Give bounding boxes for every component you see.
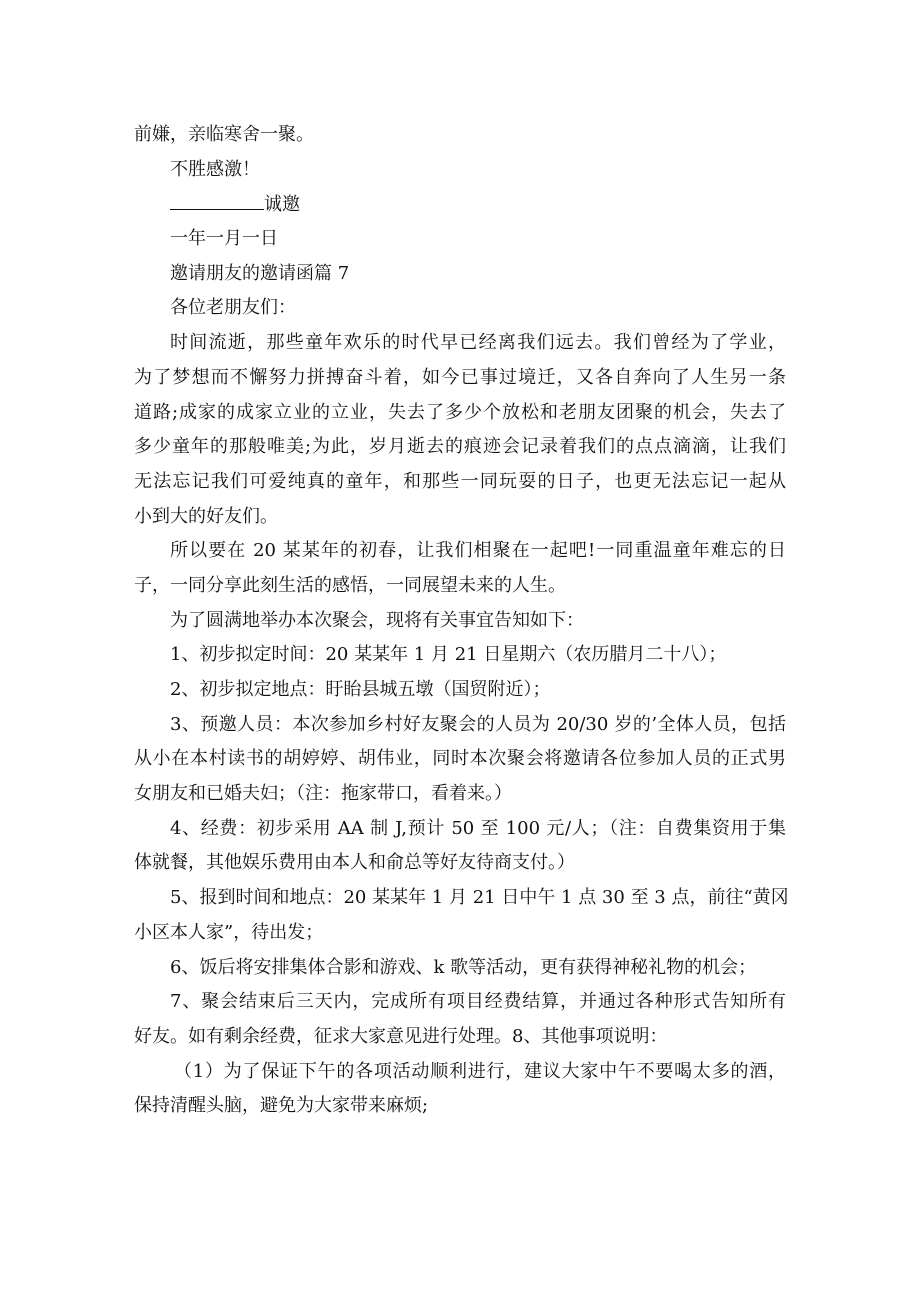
signature-blank <box>170 187 264 210</box>
paragraph-1-line: 小到大的好友们。 <box>134 505 278 527</box>
paragraph-1-line: 无法忘记我们可爱纯真的童年，和那些一同玩耍的日子，也更无法忘记一起从 <box>134 470 786 492</box>
sub-item-1-line: （1）为了保证下午的各项活动顺利进行，建议大家中午不要喝太多的酒， <box>174 1060 786 1082</box>
salutation: 各位老朋友们： <box>170 297 296 319</box>
date-line: 一年一月一日 <box>170 228 278 250</box>
document-body <box>134 118 789 1124</box>
item-2: 2、初步拟定地点：盱眙县城五墩（国贸附近）； <box>170 679 551 700</box>
paragraph-1-line: 时间流逝，那些童年欢乐的时代早已经离我们远去。我们曾经为了学业， <box>170 332 786 354</box>
closing-line-1: 前嫌，亲临寒舍一聚。 <box>134 124 314 145</box>
section-title: 邀请朋友的邀请函篇 7 <box>170 262 350 284</box>
closing-thanks: 不胜感激！ <box>170 158 260 180</box>
item-3-line: 从小在本村读书的胡婷婷、胡伟业，同时本次聚会将邀请各位参加人员的正式男 <box>134 748 786 770</box>
item-7-line: 7、聚会结束后三天内，完成所有项目经费结算，并通过各种形式告知所有 <box>170 991 786 1013</box>
item-1: 1、初步拟定时间：20 某某年 1 月 21 日星期六（农历腊月二十八）； <box>170 644 727 666</box>
item-3-line: 女朋友和已婚夫妇；（注：拖家带口，看着来。） <box>134 783 512 805</box>
paragraph-1-line: 道路;成家的成家立业的立业，失去了多少个放松和老朋友团聚的机会，失去了 <box>134 401 786 423</box>
item-5-line: 5、报到时间和地点：20 某某年 1 月 21 日中午 1 点 30 至 3 点，前往“黄冈 <box>170 887 789 909</box>
item-6: 6、饭后将安排集体合影和游戏、k 歌等活动，更有获得神秘礼物的机会； <box>170 956 757 978</box>
signature-line <box>134 187 786 222</box>
paragraph-2-line: 子，一同分享此刻生活的感悟，一同展望未来的人生。 <box>134 574 566 596</box>
sub-item-1-line: 保持清醒头脑，避免为大家带来麻烦; <box>134 1095 429 1117</box>
paragraph-2-line: 所以要在 20 某某年的初春，让我们相聚在一起吧!一同重温童年难忘的日 <box>170 540 786 562</box>
paragraph-1-line: 多少童年的那般唯美;为此，岁月逝去的痕迹会记录着我们的点点滴滴，让我们 <box>134 436 786 458</box>
item-5-line: 小区本人家”，待出发； <box>134 921 324 943</box>
item-7-line: 好友。如有剩余经费，征求大家意见进行处理。8、其他事项说明： <box>134 1025 668 1047</box>
item-3-line: 3、预邀人员：本次参加乡村好友聚会的人员为 20/30 岁的’全体人员，包括 <box>170 713 786 735</box>
item-4-line: 体就餐，其他娱乐费用由本人和俞总等好友待商支付。） <box>134 852 575 874</box>
item-4-line: 4、经费：初步采用 AA 制 J,预计 50 至 100 元/人；（注：自费集资用于集 <box>170 817 786 839</box>
signature-suffix: 诚邀 <box>264 194 300 216</box>
paragraph-1-line: 为了梦想而不懈努力拼搏奋斗着，如今已事过境迁，又各自奔向了人生另一条 <box>134 366 786 388</box>
paragraph-3: 为了圆满地举办本次聚会，现将有关事宜告知如下： <box>170 609 584 631</box>
